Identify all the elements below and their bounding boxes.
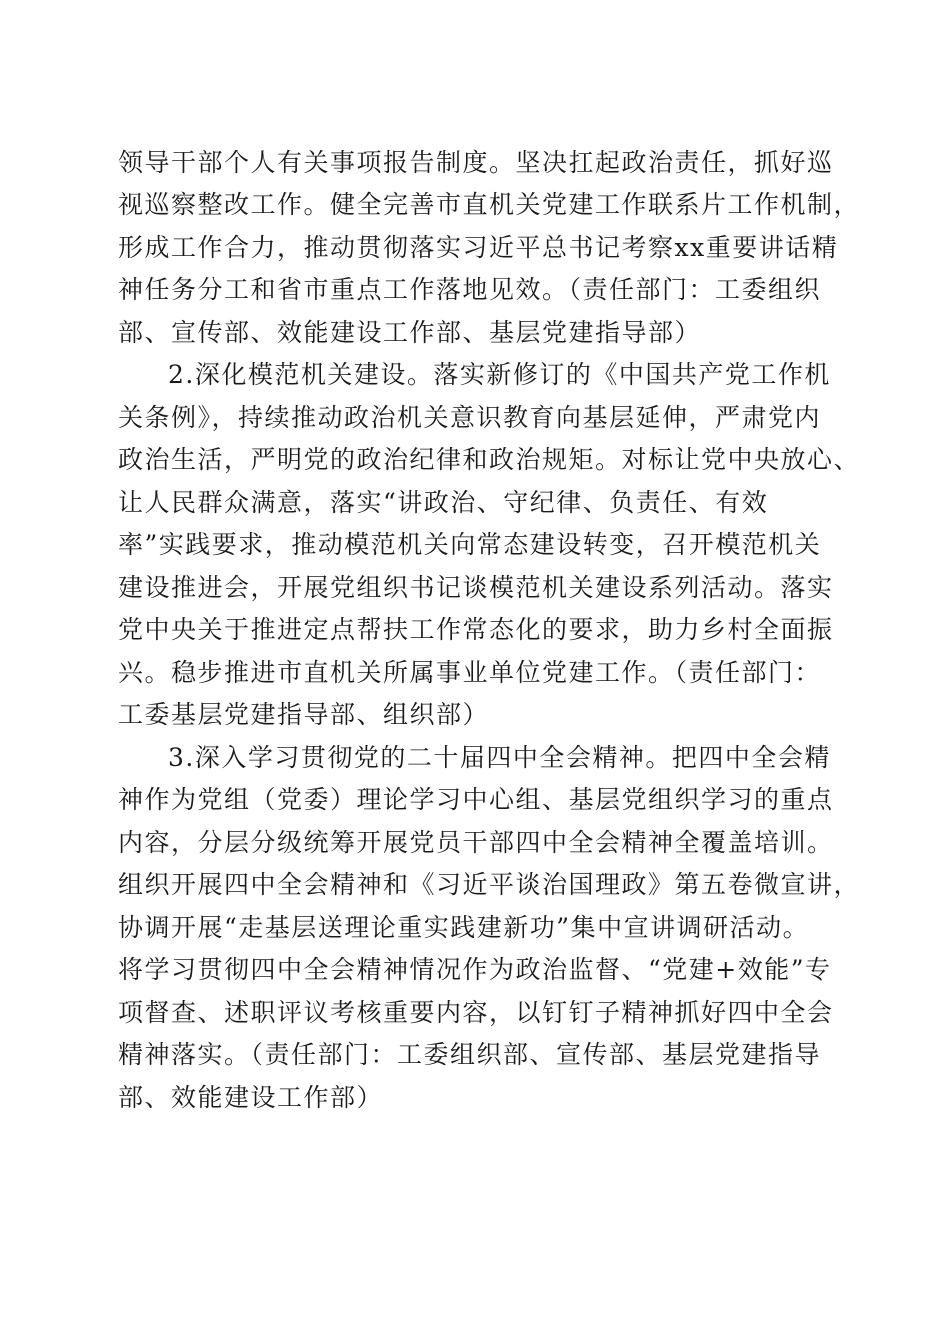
text-line: 部、宣传部、效能建设工作部、基层党建指导部） [118, 318, 702, 347]
item-heading-2: 2.深化模范机关建设。落实新修订的《中国共产党工作机 [168, 360, 831, 389]
text-line: 让人民群众满意，落实“讲政治、守纪律、负责任、有效 [118, 488, 769, 517]
text-line: 协调开展“走基层送理论重实践建新功”集中宣讲调研活动。 [118, 913, 810, 942]
text-line: 内容，分层分级统筹开展党员干部四中全会精神全覆盖培训。 [118, 828, 834, 857]
item-heading-3: 3.深入学习贯彻党的二十届四中全会精神。把四中全会精 [168, 743, 831, 772]
text-line: 视巡察整改工作。健全完善市直机关党建工作联系片工作机制， [118, 190, 861, 219]
text-line: 建设推进会，开展党组织书记谈模范机关建设系列活动。落实 [118, 573, 834, 602]
text-line: 组织开展四中全会精神和《习近平谈治国理政》第五卷微宣讲， [118, 870, 861, 899]
text-line: 领导干部个人有关事项报告制度。坚决扛起政治责任，抓好巡 [118, 148, 834, 177]
text-line: 兴。稳步推进市直机关所属事业单位党建工作。（责任部门： [118, 658, 822, 687]
text-line: 工委基层党建指导部、组织部） [118, 700, 490, 729]
text-line: 精神落实。（责任部门：工委组织部、宣传部、基层党建指导 [118, 1040, 822, 1069]
text-line: 关条例》，持续推动政治机关意识教育向基层延伸，严肃党内 [118, 403, 822, 432]
text-line: 将学习贯彻四中全会精神情况作为政治监督、“党建+效能”专 [118, 955, 832, 984]
text-line: 部、效能建设工作部） [118, 1083, 384, 1112]
text-line: 政治生活，严明党的政治纪律和政治规矩。对标让党中央放心、 [118, 445, 861, 474]
text-line: 神作为党组（党委）理论学习中心组、基层党组织学习的重点 [118, 785, 834, 814]
text-line: 党中央关于推进定点帮扶工作常态化的要求，助力乡村全面振 [118, 615, 834, 644]
text-line: 神任务分工和省市重点工作落地见效。（责任部门：工委组织 [118, 275, 822, 304]
text-line: 形成工作合力，推动贯彻落实习近平总书记考察xx重要讲话精 [118, 233, 839, 262]
text-line: 率”实践要求，推动模范机关向常态建设转变，召开模范机关 [118, 530, 822, 559]
text-line: 项督查、述职评议考核重要内容，以钉钉子精神抓好四中全会 [118, 998, 834, 1027]
